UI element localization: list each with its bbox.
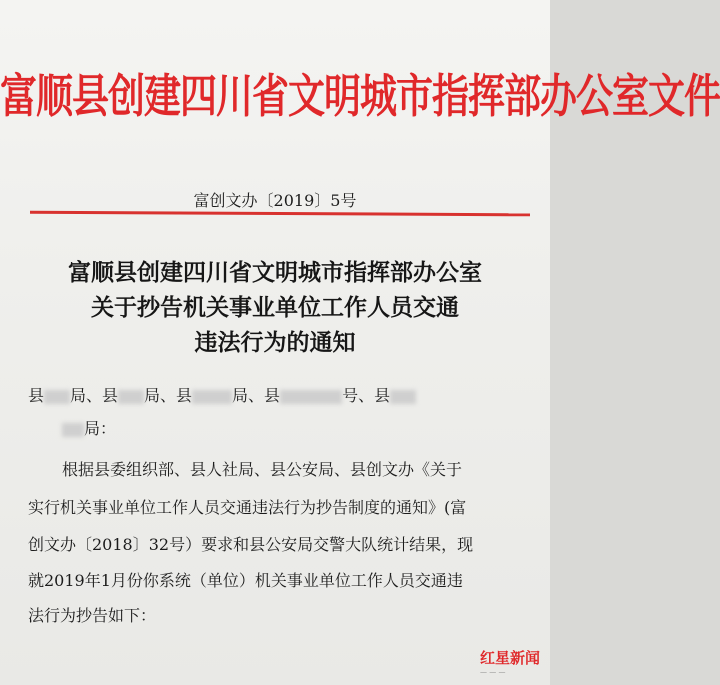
addressee-text: 局、县 — [232, 386, 281, 405]
watermark-subtext: — — — — [480, 668, 506, 676]
redacted-block — [390, 390, 416, 404]
document-number: 富创文办〔2019〕5号 — [193, 191, 357, 210]
redacted-block — [62, 423, 84, 437]
news-watermark-logo — [480, 647, 544, 681]
body-paragraph-line: 实行机关事业单位工作人员交通违法行为抄告制度的通知》(富 — [28, 498, 467, 517]
addressee-text: 局、县 — [70, 386, 119, 405]
redacted-block — [118, 390, 144, 404]
addressee-line-1 — [28, 383, 416, 406]
addressee-line-2 — [62, 416, 116, 439]
notice-title-line-2: 关于抄告机关事业单位工作人员交通 — [91, 294, 459, 321]
addressee-text: 局： — [84, 419, 117, 438]
red-divider — [30, 211, 530, 217]
redacted-block — [280, 390, 342, 404]
body-paragraph-line: 根据县委组织部、县人社局、县公安局、县创文办《关于 — [62, 460, 463, 479]
body-paragraph-line: 就2019年1月份你系统（单位）机关事业单位工作人员交通违 — [28, 571, 463, 590]
redacted-block — [44, 390, 70, 404]
notice-title-line-1: 富顺县创建四川省文明城市指挥部办公室 — [68, 259, 482, 286]
addressee-text: 县 — [28, 386, 45, 405]
body-paragraph-line: 创文办〔2018〕32号）要求和县公安局交警大队统计结果，现 — [28, 535, 474, 554]
redacted-block — [192, 390, 232, 404]
watermark-text: 红星新闻 — [480, 649, 541, 667]
notice-title-line-3: 违法行为的通知 — [194, 329, 356, 356]
body-paragraph-line: 法行为抄告如下： — [28, 606, 157, 625]
addressee-text: 局、县 — [144, 386, 193, 405]
office-title: 富顺县创建四川省文明城市指挥部办公室文件 — [0, 68, 720, 123]
addressee-text: 号、县 — [342, 386, 391, 405]
